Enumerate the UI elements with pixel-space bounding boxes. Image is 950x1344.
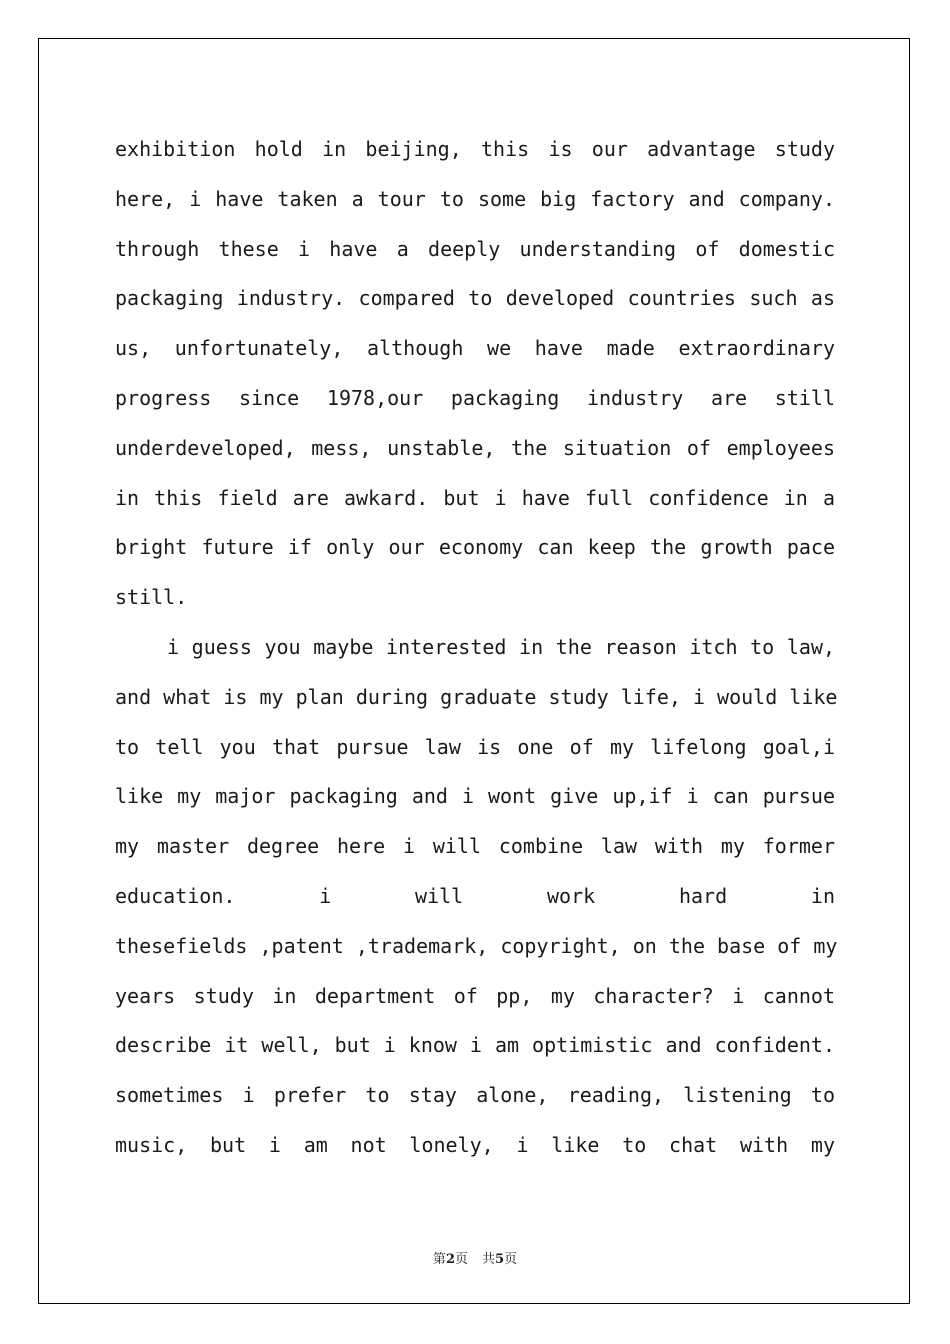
page-number: 2 bbox=[445, 1252, 455, 1267]
text-line: here, i have taken a tour to some big factory and company. bbox=[115, 186, 835, 211]
text-line: us, unfortunately, although we have made extraordinary bbox=[115, 336, 835, 361]
total-suffix: 页 bbox=[504, 1252, 518, 1267]
text-line: like my major packaging and i wont give up,if i can pursue bbox=[115, 784, 835, 809]
text-line: sometimes i prefer to stay alone, reading, listening to bbox=[115, 1083, 835, 1108]
text-line: education. i will work hard in bbox=[115, 883, 835, 908]
total-prefix: 共 bbox=[482, 1252, 496, 1267]
text-line: progress since 1978,our packaging industry are still bbox=[115, 385, 835, 410]
text-line: years study in department of pp, my character? i cannot bbox=[115, 983, 835, 1008]
text-line: describe it well, but i know i am optimistic and confident. bbox=[115, 1033, 835, 1058]
text-line: in this field are awkard. but i have full confidence in a bbox=[115, 485, 835, 510]
document-body bbox=[115, 125, 838, 1171]
text-line: underdeveloped, mess, unstable, the situation of employees bbox=[115, 435, 835, 460]
text-line: music, but i am not lonely, i like to chat with my bbox=[115, 1132, 835, 1157]
page-prefix: 第 bbox=[432, 1252, 446, 1267]
text-line: and what is my plan during graduate study life, i would like bbox=[115, 684, 838, 709]
paragraph-start-line: i guess you maybe interested in the reason itch to law, bbox=[167, 634, 835, 659]
text-line: bright future if only our economy can keep the growth pace bbox=[115, 535, 835, 560]
page-footer bbox=[0, 1248, 950, 1267]
text-line: still. bbox=[115, 585, 188, 610]
text-line: thesefields ,patent ,trademark, copyright, on the base of my bbox=[115, 933, 838, 958]
text-line: to tell you that pursue law is one of my lifelong goal,i bbox=[115, 734, 835, 759]
text-line: packaging industry. compared to developed countries such as bbox=[115, 286, 835, 311]
text-line: through these i have a deeply understanding of domestic bbox=[115, 236, 835, 261]
page-suffix: 页 bbox=[454, 1252, 468, 1267]
text-line: my master degree here i will combine law with my former bbox=[115, 834, 835, 859]
total-pages: 5 bbox=[495, 1252, 505, 1267]
text-line: exhibition hold in beijing, this is our advantage study bbox=[115, 137, 835, 161]
